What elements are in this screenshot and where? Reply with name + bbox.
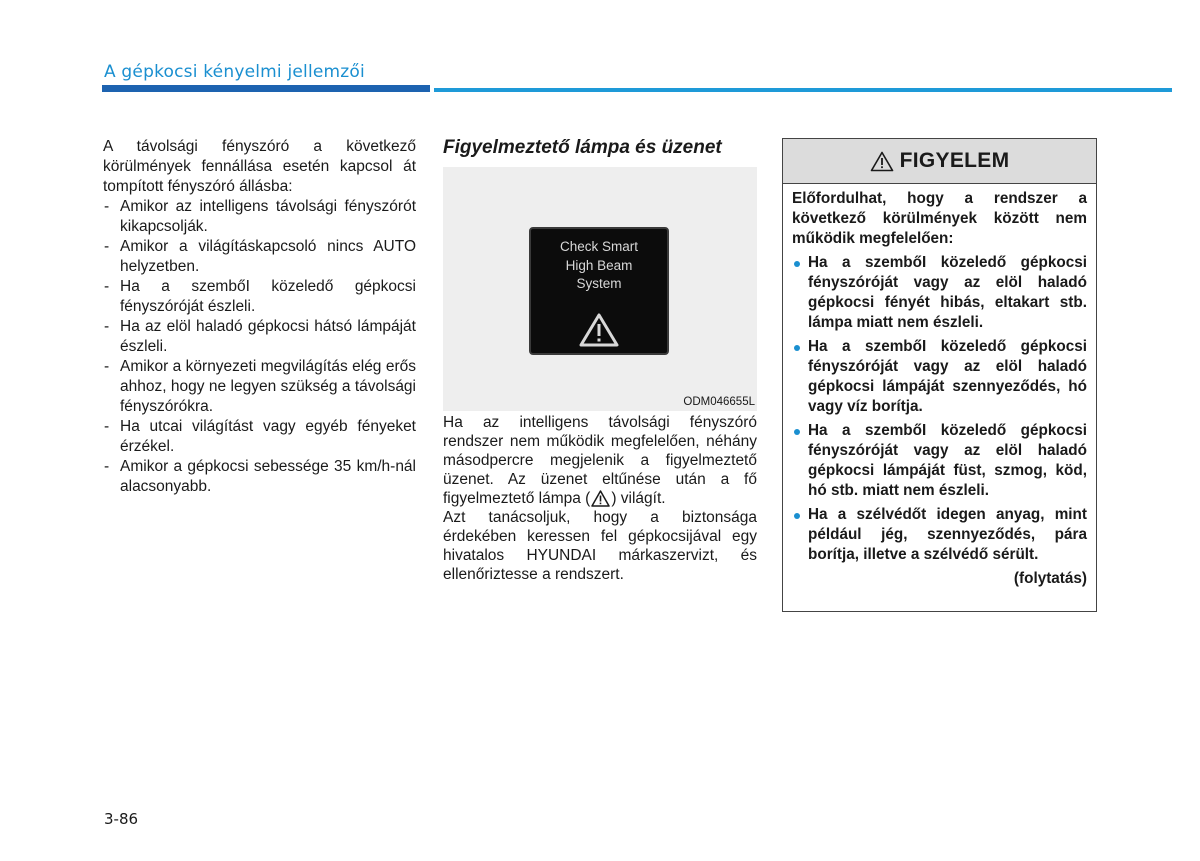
warning-triangle-icon	[579, 313, 619, 347]
warning-box-title: FIGYELEM	[899, 149, 1010, 172]
figure-code: ODM046655L	[683, 396, 755, 408]
page-number: 3-86	[104, 810, 139, 828]
cluster-message-line: Check Smart	[559, 239, 639, 254]
advice-paragraph: Azt tanácsoljuk, hogy a biztonsága érdekében keressen fel gépkocsijával egy hivatalos HYUNDAI márkaszervizt, és ellenőriztesse a rendszert.	[443, 509, 757, 583]
middle-column-heading-wrap	[443, 136, 757, 160]
list-item: - Ha a szembőI közeledő gépkocsi fényszóróját észleli.	[103, 277, 416, 317]
warning-triangle-icon	[870, 151, 894, 172]
condition-list	[103, 197, 416, 497]
header-rule-light	[434, 88, 1172, 92]
list-item: - Amikor a gépkocsi sebessége 35 km/h-nál alacsonyabb.	[103, 457, 416, 497]
list-item: - Amikor az intelligens távolsági fényszórót kikapcsolják.	[103, 197, 416, 237]
warning-intro: Előfordulhat, hogy a rendszer a következő körülmények között nem működik megfelelően:	[792, 190, 1087, 247]
list-item: - Amikor a környezeti megvilágítás elég erős ahhoz, hogy ne legyen szükség a távolsági fényszórókra.	[103, 357, 416, 417]
warning-box-body	[783, 184, 1096, 589]
list-item: - Amikor a világításkapcsoló nincs AUTO helyzetben.	[103, 237, 416, 277]
section-title: A gépkocsi kényelmi jellemzői	[104, 62, 365, 82]
warning-box	[782, 138, 1097, 612]
cluster-display	[529, 227, 669, 355]
warning-text-part: ) világít.	[611, 490, 666, 507]
warning-box-header	[783, 139, 1096, 184]
middle-column-text	[443, 413, 757, 584]
warning-list-item: Ha a szembőI közeledő gépkocsi fényszóróját vagy az elöl haladó gépkocsi lámpáját szennyeződés, hó vagy víz borítja.	[792, 337, 1087, 417]
list-item: - Ha utcai világítást vagy egyéb fényeket érzékel.	[103, 417, 416, 457]
warning-list-item: Ha a szembőI közeledő gépkocsi fényszóróját vagy az elöl haladó gépkocsi fényét hibás, eltakart stb. lámpa miatt nem észleli.	[792, 253, 1087, 333]
cluster-message	[531, 229, 667, 294]
section-heading: Figyelmeztető lámpa és üzenet	[443, 137, 722, 158]
list-item: - Ha az elöl haladó gépkocsi hátsó lámpáját észleli.	[103, 317, 416, 357]
left-column	[103, 137, 416, 497]
warning-list	[792, 253, 1087, 565]
warning-list-item: Ha a szélvédőt idegen anyag, mint például jég, szennyeződés, pára borítja, illetve a szélvédő sérült.	[792, 505, 1087, 565]
warning-lamp-icon	[591, 490, 610, 507]
intro-paragraph: A távolsági fényszóró a következő körülmények fennállása esetén kapcsol át tompított fényszóró állásba:	[103, 138, 416, 195]
cluster-message-line: System	[576, 276, 622, 291]
cluster-figure	[443, 167, 757, 411]
cluster-message-line: High Beam	[565, 257, 633, 273]
warning-list-item: Ha a szembőI közeledő gépkocsi fényszóróját vagy az elöl haladó gépkocsi lámpáját füst, szmog, köd, hó stb. miatt nem észleli.	[792, 421, 1087, 501]
continued-label: (folytatás)	[1013, 570, 1087, 587]
header-rule-dark	[102, 85, 430, 92]
warning-paragraph	[443, 413, 757, 508]
warning-text-part: Ha az intelligens távolsági fényszóró rendszer nem működik megfelelően, néhány másodpercre megjelenik a figyelmeztető üzenet. Az üzenet eltűnése után a fő figyelmeztető lámpa (	[443, 414, 757, 507]
